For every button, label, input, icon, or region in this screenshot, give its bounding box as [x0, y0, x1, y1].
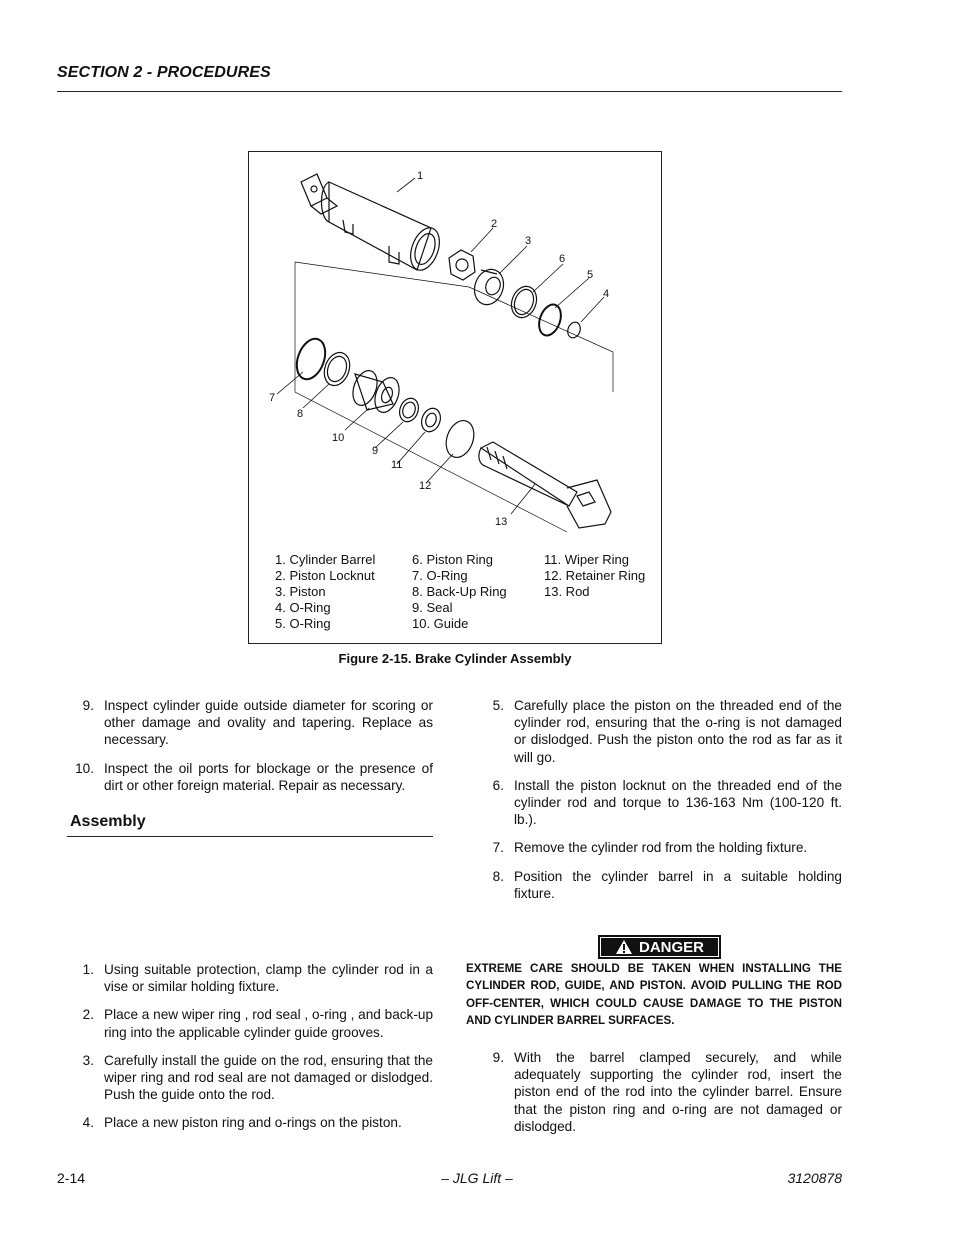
section-title: SECTION 2 - PROCEDURES — [57, 64, 271, 81]
step-number: 6. — [492, 777, 504, 793]
legend-item: 4. O-Ring — [275, 600, 331, 615]
danger-label: DANGER — [638, 938, 704, 956]
figure-brake-cylinder — [248, 151, 662, 644]
step-number: 1. — [82, 962, 94, 977]
callout-2: 2 — [491, 218, 498, 230]
callout-1: 1 — [417, 170, 424, 182]
step-text: Inspect the oil ports for blockage or the presence of dirt or other foreign material. Repair as necessary. — [104, 760, 433, 793]
legend-item: 5. O-Ring — [275, 616, 331, 631]
page-header — [57, 64, 842, 92]
legend-item: 1. Cylinder Barrel — [275, 552, 376, 567]
assembly-heading: Assembly — [67, 813, 433, 837]
callout-3: 3 — [525, 235, 532, 247]
step-text: Using suitable protection, clamp the cylinder rod in a vise or similar holding fixture. — [104, 962, 433, 995]
legend-column-1 — [275, 552, 375, 632]
callout-13: 13 — [495, 516, 508, 528]
legend-item: 10. Guide — [412, 616, 469, 631]
list-item — [478, 868, 842, 902]
list-item — [478, 777, 842, 829]
step-number: 2. — [82, 1007, 94, 1023]
legend-item: 11. Wiper Ring — [544, 552, 630, 567]
danger-badge — [598, 935, 721, 959]
step-text: Remove the cylinder rod from the holding fixture. — [514, 840, 808, 856]
list-item — [68, 760, 433, 794]
step-text: Place a new wiper ring , rod seal , o-ring , and back-up ring into the applicable cylinder guide grooves. — [104, 1007, 433, 1040]
legend-item: 9. Seal — [412, 600, 453, 615]
step-number: 5. — [492, 698, 504, 713]
legend-item: 13. Rod — [544, 584, 590, 599]
inspection-steps-list — [68, 697, 433, 805]
step-text: Place a new piston ring and o-rings on the piston. — [104, 1115, 402, 1131]
step-text: Inspect cylinder guide outside diameter for scoring or other damage and ovality and tapering. Replace as necessary. — [104, 698, 433, 748]
assembly-steps-list-left — [68, 961, 433, 1143]
callout-4: 4 — [603, 288, 610, 300]
callout-10: 10 — [332, 432, 345, 444]
legend-item: 3. Piston — [275, 584, 326, 599]
step-number: 9. — [492, 1050, 504, 1065]
callout-12: 12 — [419, 480, 432, 492]
list-item — [68, 1006, 433, 1040]
list-item — [478, 1049, 842, 1135]
step-text: Carefully place the piston on the threaded end of the cylinder rod, ensuring that the o-ring is not damaged or dislodged. Push the piston onto the rod as far as it will go. — [514, 698, 842, 765]
danger-message: EXTREME CARE SHOULD BE TAKEN WHEN INSTALLING THE CYLINDER ROD, GUIDE, AND PISTON. AVOID PULLING THE ROD OFF-CENTER, WHICH COULD CAUSE DAMAGE TO THE PISTON AND CYLINDER BARREL SURFACES. — [466, 962, 842, 1028]
legend-item: 6. Piston Ring — [412, 552, 493, 567]
list-item — [68, 1052, 433, 1104]
step-text: Install the piston locknut on the threaded end of the cylinder rod and torque to 136-163 Nm (100-120 ft. lb.). — [514, 777, 842, 828]
assembly-steps-list-right-bottom — [478, 1049, 842, 1146]
step-text: With the barrel clamped securely, and while adequately supporting the cylinder rod, insert the piston end of the rod into the cylinder barrel. Ensure that the piston ring and o-ring are not damaged or dislodged. — [514, 1050, 842, 1134]
callout-11: 11 — [391, 459, 403, 471]
legend-column-2 — [412, 552, 507, 632]
list-item — [68, 1114, 433, 1131]
legend-item: 7. O-Ring — [412, 568, 468, 583]
assembly-steps-list-right — [478, 697, 842, 913]
list-item — [478, 697, 842, 766]
callout-7: 7 — [269, 392, 276, 404]
step-text: Position the cylinder barrel in a suitable holding fixture. — [514, 868, 842, 901]
callout-5: 5 — [587, 269, 594, 281]
step-number: 9. — [82, 698, 94, 713]
document-number: 3120878 — [787, 1170, 842, 1186]
legend-column-3 — [544, 552, 645, 600]
step-number: 7. — [492, 840, 504, 856]
callout-6: 6 — [559, 253, 566, 265]
footer-brand: – JLG Lift – — [441, 1170, 513, 1186]
step-number: 10. — [75, 760, 94, 776]
list-item — [478, 839, 842, 856]
list-item — [68, 697, 433, 749]
figure-caption: Figure 2-15. Brake Cylinder Assembly — [338, 651, 572, 666]
step-number: 4. — [82, 1115, 94, 1131]
warning-triangle-icon — [615, 939, 633, 955]
cylinder-barrel-drawing — [301, 174, 445, 274]
page-number: 2-14 — [57, 1170, 86, 1186]
step-text: Carefully install the guide on the rod, ensuring that the wiper ring and rod seal are not damaged or dislodged. Push the guide onto the rod. — [104, 1052, 433, 1103]
legend-item: 12. Retainer Ring — [544, 568, 646, 583]
list-item — [68, 961, 433, 995]
legend-item: 2. Piston Locknut — [275, 568, 375, 583]
step-number: 3. — [82, 1052, 94, 1068]
legend-item: 8. Back-Up Ring — [412, 584, 507, 599]
step-number: 8. — [492, 868, 504, 884]
callout-8: 8 — [297, 408, 304, 420]
callout-9: 9 — [372, 445, 379, 457]
